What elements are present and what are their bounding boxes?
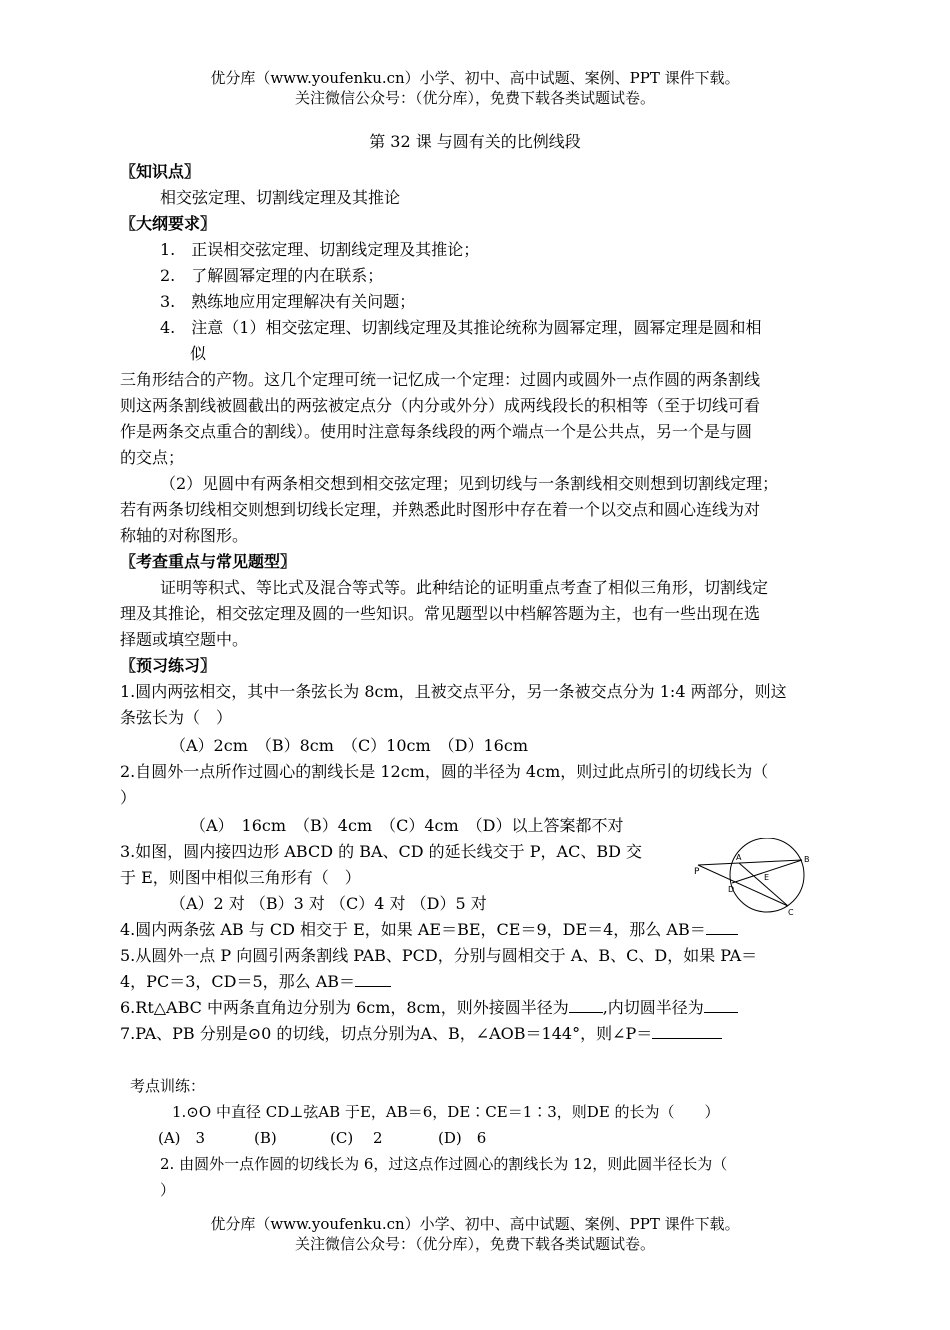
question-2-line-2: ） [120,788,137,807]
syllabus-para-line: 若有两条切线相交则想到切线长定理，并熟悉此时图形中存在着一个以交点和圆心连线为对 [120,500,761,519]
page-title: 第 32 课 与圆有关的比例线段 [369,132,581,151]
question-3-line-1: 3.如图，圆内接四边形 ABCD 的 BA、CD 的延长线交于 P，AC、BD 交 [120,842,642,861]
training-question-1: 1.⊙O 中直径 CD⊥弦AB 于E，AB＝6，DE∶CE＝1∶3，则DE 的长为（ ） [172,1103,720,1121]
syllabus-para-line: 作是两条交点重合的割线）。使用时注意每条线段的两个端点一个是公共点，另一个是与圆 [120,422,753,441]
training-option: (B) [254,1129,277,1147]
training-option: (C) 2 [330,1129,383,1147]
training-heading: 考点训练： [130,1077,206,1095]
syllabus-item-num: 2. [160,266,176,285]
question-7 [120,1022,722,1046]
question-4 [120,918,738,942]
figure-line-ac [739,863,788,906]
syllabus-item-text: 注意（1）相交弦定理、切割线定理及其推论统称为圆幂定理，圆幂定理是圆和相 [191,318,762,337]
syllabus-item [160,264,383,288]
question-2-options: （A） 16cm （B）4cm （C）4cm （D）以上答案都不对 [190,816,624,835]
syllabus-item-num: 1. [160,240,176,259]
answer-blank [652,1022,722,1039]
syllabus-item-text: 熟练地应用定理解决有关问题； [191,292,416,311]
figure-label-c: C [788,908,794,917]
syllabus-para-line: 的交点； [120,448,185,467]
answer-blank [355,970,391,987]
syllabus-para-line: （2）见圆中有两条相交想到相交弦定理；见到切线与一条割线相交则想到切割线定理； [160,474,779,493]
header-line-1: 优分库（www.youfenku.cn）小学、初中、高中试题、案例、PPT 课件下载。 [210,69,740,87]
figure-label-e: E [764,873,770,882]
question-6-text-b: ,内切圆半径为 [602,998,704,1017]
header-line-2: 关注微信公众号：（优分库），免费下载各类试题试卷。 [294,89,655,107]
question-5-line-2 [120,970,391,994]
figure-label-d: D [728,885,735,894]
syllabus-heading: 〖大纲要求〗 [120,214,217,233]
question-3-figure [690,838,820,918]
question-3-options: （A）2 对 （B）3 对 （C）4 对 （D）5 对 [170,894,487,913]
syllabus-item-text: 了解圆幂定理的内在联系； [191,266,384,285]
focus-line: 理及其推论，相交弦定理及圆的一些知识。常见题型以中档解答题为主，也有一些出现在选 [120,604,761,623]
syllabus-item-wrap: 似 [190,344,207,363]
focus-line: 证明等积式、等比式及混合等式等。此种结论的证明重点考查了相似三角形，切割线定 [160,578,769,597]
preview-heading: 〖预习练习〗 [120,656,217,675]
figure-line-pc [698,865,788,906]
syllabus-para-line: 则这两条割线被圆截出的两弦被定点分（内分或外分）成两线段长的积相等（至于切线可看 [120,396,761,415]
figure-label-a: A [736,853,742,862]
question-2-line-1: 2.自圆外一点所作过圆心的割线长是 12cm，圆的半径为 4cm，则过此点所引的切线长为（ [120,762,769,781]
footer-line-2: 关注微信公众号：（优分库），免费下载各类试题试卷。 [294,1235,655,1253]
syllabus-item [160,316,761,340]
figure-label-b: B [804,855,810,864]
knowledge-heading: 〖知识点〗 [120,162,201,181]
question-6 [120,996,738,1020]
question-5-text: 4，PC＝3，CD＝5，那么 AB＝ [120,972,356,991]
training-question-2-line-1: 2. 由圆外一点作圆的切线长为 6，过这点作过圆心的割线长为 12，则此圆半径长为（ [160,1155,728,1173]
syllabus-item-num: 3. [160,292,176,311]
question-1-options: （A）2cm （B）8cm （C）10cm （D）16cm [170,736,528,755]
focus-line: 择题或填空题中。 [120,630,249,649]
footer-line-1: 优分库（www.youfenku.cn）小学、初中、高中试题、案例、PPT 课件下载。 [210,1215,740,1233]
question-1-line-2: 条弦长为（ ） [120,708,233,727]
answer-blank [706,918,738,935]
question-6-text-a: 6.Rt△ABC 中两条直角边分别为 6cm，8cm，则外接圆半径为 [120,998,569,1017]
question-5-line-1: 5.从圆外一点 P 向圆引两条割线 PAB、PCD，分别与圆相交于 A、B、C、D，如果 PA＝ [120,946,758,965]
training-option: (D) 6 [438,1129,487,1147]
figure-line-pb [698,860,802,865]
syllabus-para-line: 三角形结合的产物。这几个定理可统一记忆成一个定理：过圆内或圆外一点作圆的两条割线 [120,370,761,389]
question-1-line-1: 1.圆内两弦相交，其中一条弦长为 8cm，且被交点平分，另一条被交点分为 1:4 两部分，则这 [120,682,787,701]
syllabus-para-line: 称轴的对称图形。 [120,526,249,545]
training-option: (A) 3 [158,1129,206,1147]
answer-blank [704,996,738,1013]
answer-blank [569,996,603,1013]
training-question-2-line-2: ） [160,1181,176,1199]
question-3-line-2: 于 E，则图中相似三角形有（ ） [120,868,361,887]
syllabus-item-text: 正误相交弦定理、切割线定理及其推论； [191,240,480,259]
syllabus-item [160,290,415,314]
question-4-text: 4.圆内两条弦 AB 与 CD 相交于 E，如果 AE＝BE，CE＝9，DE＝4，那么 AB＝ [120,920,706,939]
syllabus-item-num: 4. [160,318,176,337]
question-7-text: 7.PA、PB 分别是⊙0 的切线，切点分别为A、B，∠AOB＝144°，则∠P＝ [120,1024,653,1043]
knowledge-text: 相交弦定理、切割线定理及其推论 [160,188,401,207]
figure-label-p: P [694,867,700,877]
focus-heading: 〖考查重点与常见题型〗 [120,552,297,571]
syllabus-item [160,238,479,262]
